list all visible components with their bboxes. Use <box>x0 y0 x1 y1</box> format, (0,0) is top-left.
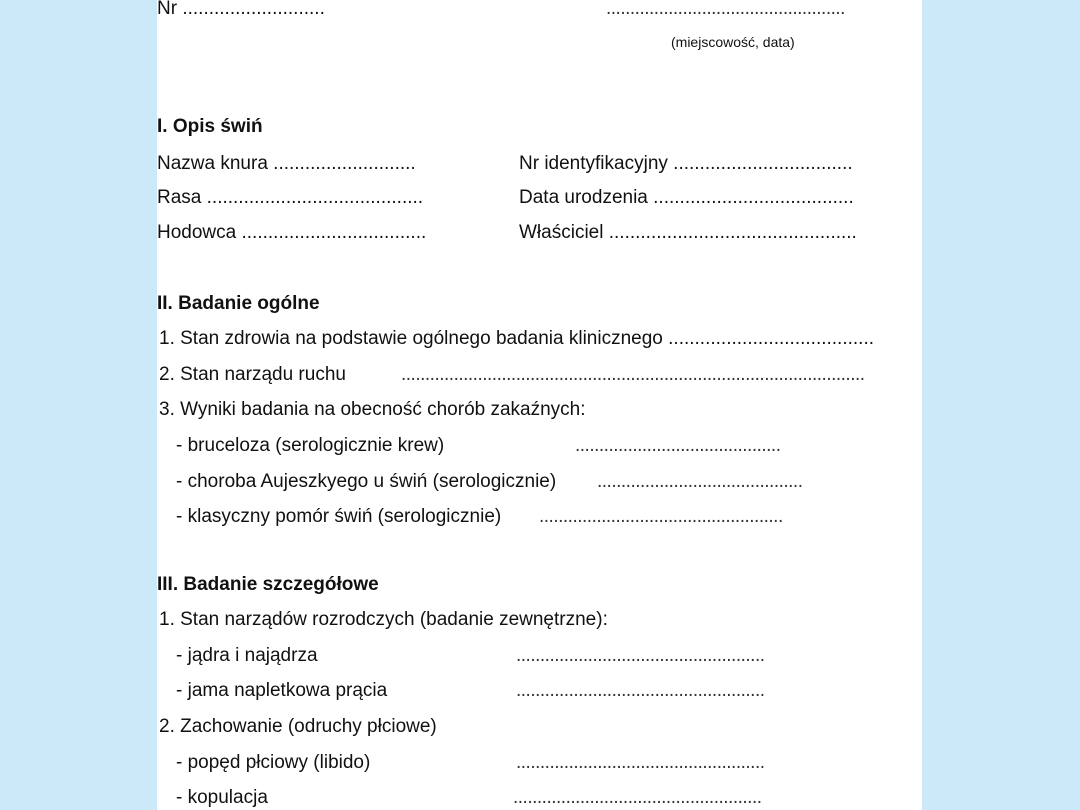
brucellosis-dots: ........................................... <box>575 435 781 456</box>
document-page <box>157 0 922 810</box>
locomotion-label: 2. Stan narządu ruchu <box>159 364 346 385</box>
locomotion-dots: ................................................................................................. <box>401 364 865 385</box>
aujeszky-dots: ........................................... <box>597 471 803 492</box>
copulation-dots: .................................................... <box>513 787 762 808</box>
prepuce-label: - jama napletkowa prącia <box>176 680 388 701</box>
id-number-field: Nr identyfikacyjny .................................. <box>519 153 853 174</box>
behaviour-heading: 2. Zachowanie (odruchy płciowe) <box>159 716 437 737</box>
prepuce-dots: .................................................... <box>516 680 765 701</box>
health-status-field: 1. Stan zdrowia na podstawie ogólnego badania klinicznego ....................................... <box>159 328 875 349</box>
infectious-diseases-heading: 3. Wyniki badania na obecność chorób zakaźnych: <box>159 399 586 420</box>
brucellosis-label: - bruceloza (serologicznie krew) <box>176 435 445 456</box>
birth-date-field: Data urodzenia ...................................... <box>519 187 854 208</box>
place-date-field: .................................................. <box>606 0 845 19</box>
nr-field: Nr ........................... <box>157 0 325 19</box>
aujeszky-label: - choroba Aujeszkyego u świń (serologicznie) <box>176 471 557 492</box>
libido-dots: .................................................... <box>516 752 765 773</box>
csf-dots: ................................................... <box>539 506 783 527</box>
breeder-field: Hodowca ................................... <box>157 222 427 243</box>
breed-field: Rasa ......................................... <box>157 187 424 208</box>
section-2-title: II. Badanie ogólne <box>157 293 320 314</box>
section-3-title: III. Badanie szczegółowe <box>157 574 379 595</box>
section-1-title: I. Opis świń <box>157 116 263 137</box>
testes-label: - jądra i najądrza <box>176 645 318 666</box>
copulation-label: - kopulacja <box>176 787 268 808</box>
reproductive-organs-heading: 1. Stan narządów rozrodczych (badanie zewnętrzne): <box>159 609 608 630</box>
csf-label: - klasyczny pomór świń (serologicznie) <box>176 506 502 527</box>
place-date-caption: (miejscowość, data) <box>671 34 795 50</box>
owner-field: Właściciel ............................................... <box>519 222 857 243</box>
boar-name-field: Nazwa knura ........................... <box>157 153 416 174</box>
libido-label: - popęd płciowy (libido) <box>176 752 371 773</box>
testes-dots: .................................................... <box>516 645 765 666</box>
